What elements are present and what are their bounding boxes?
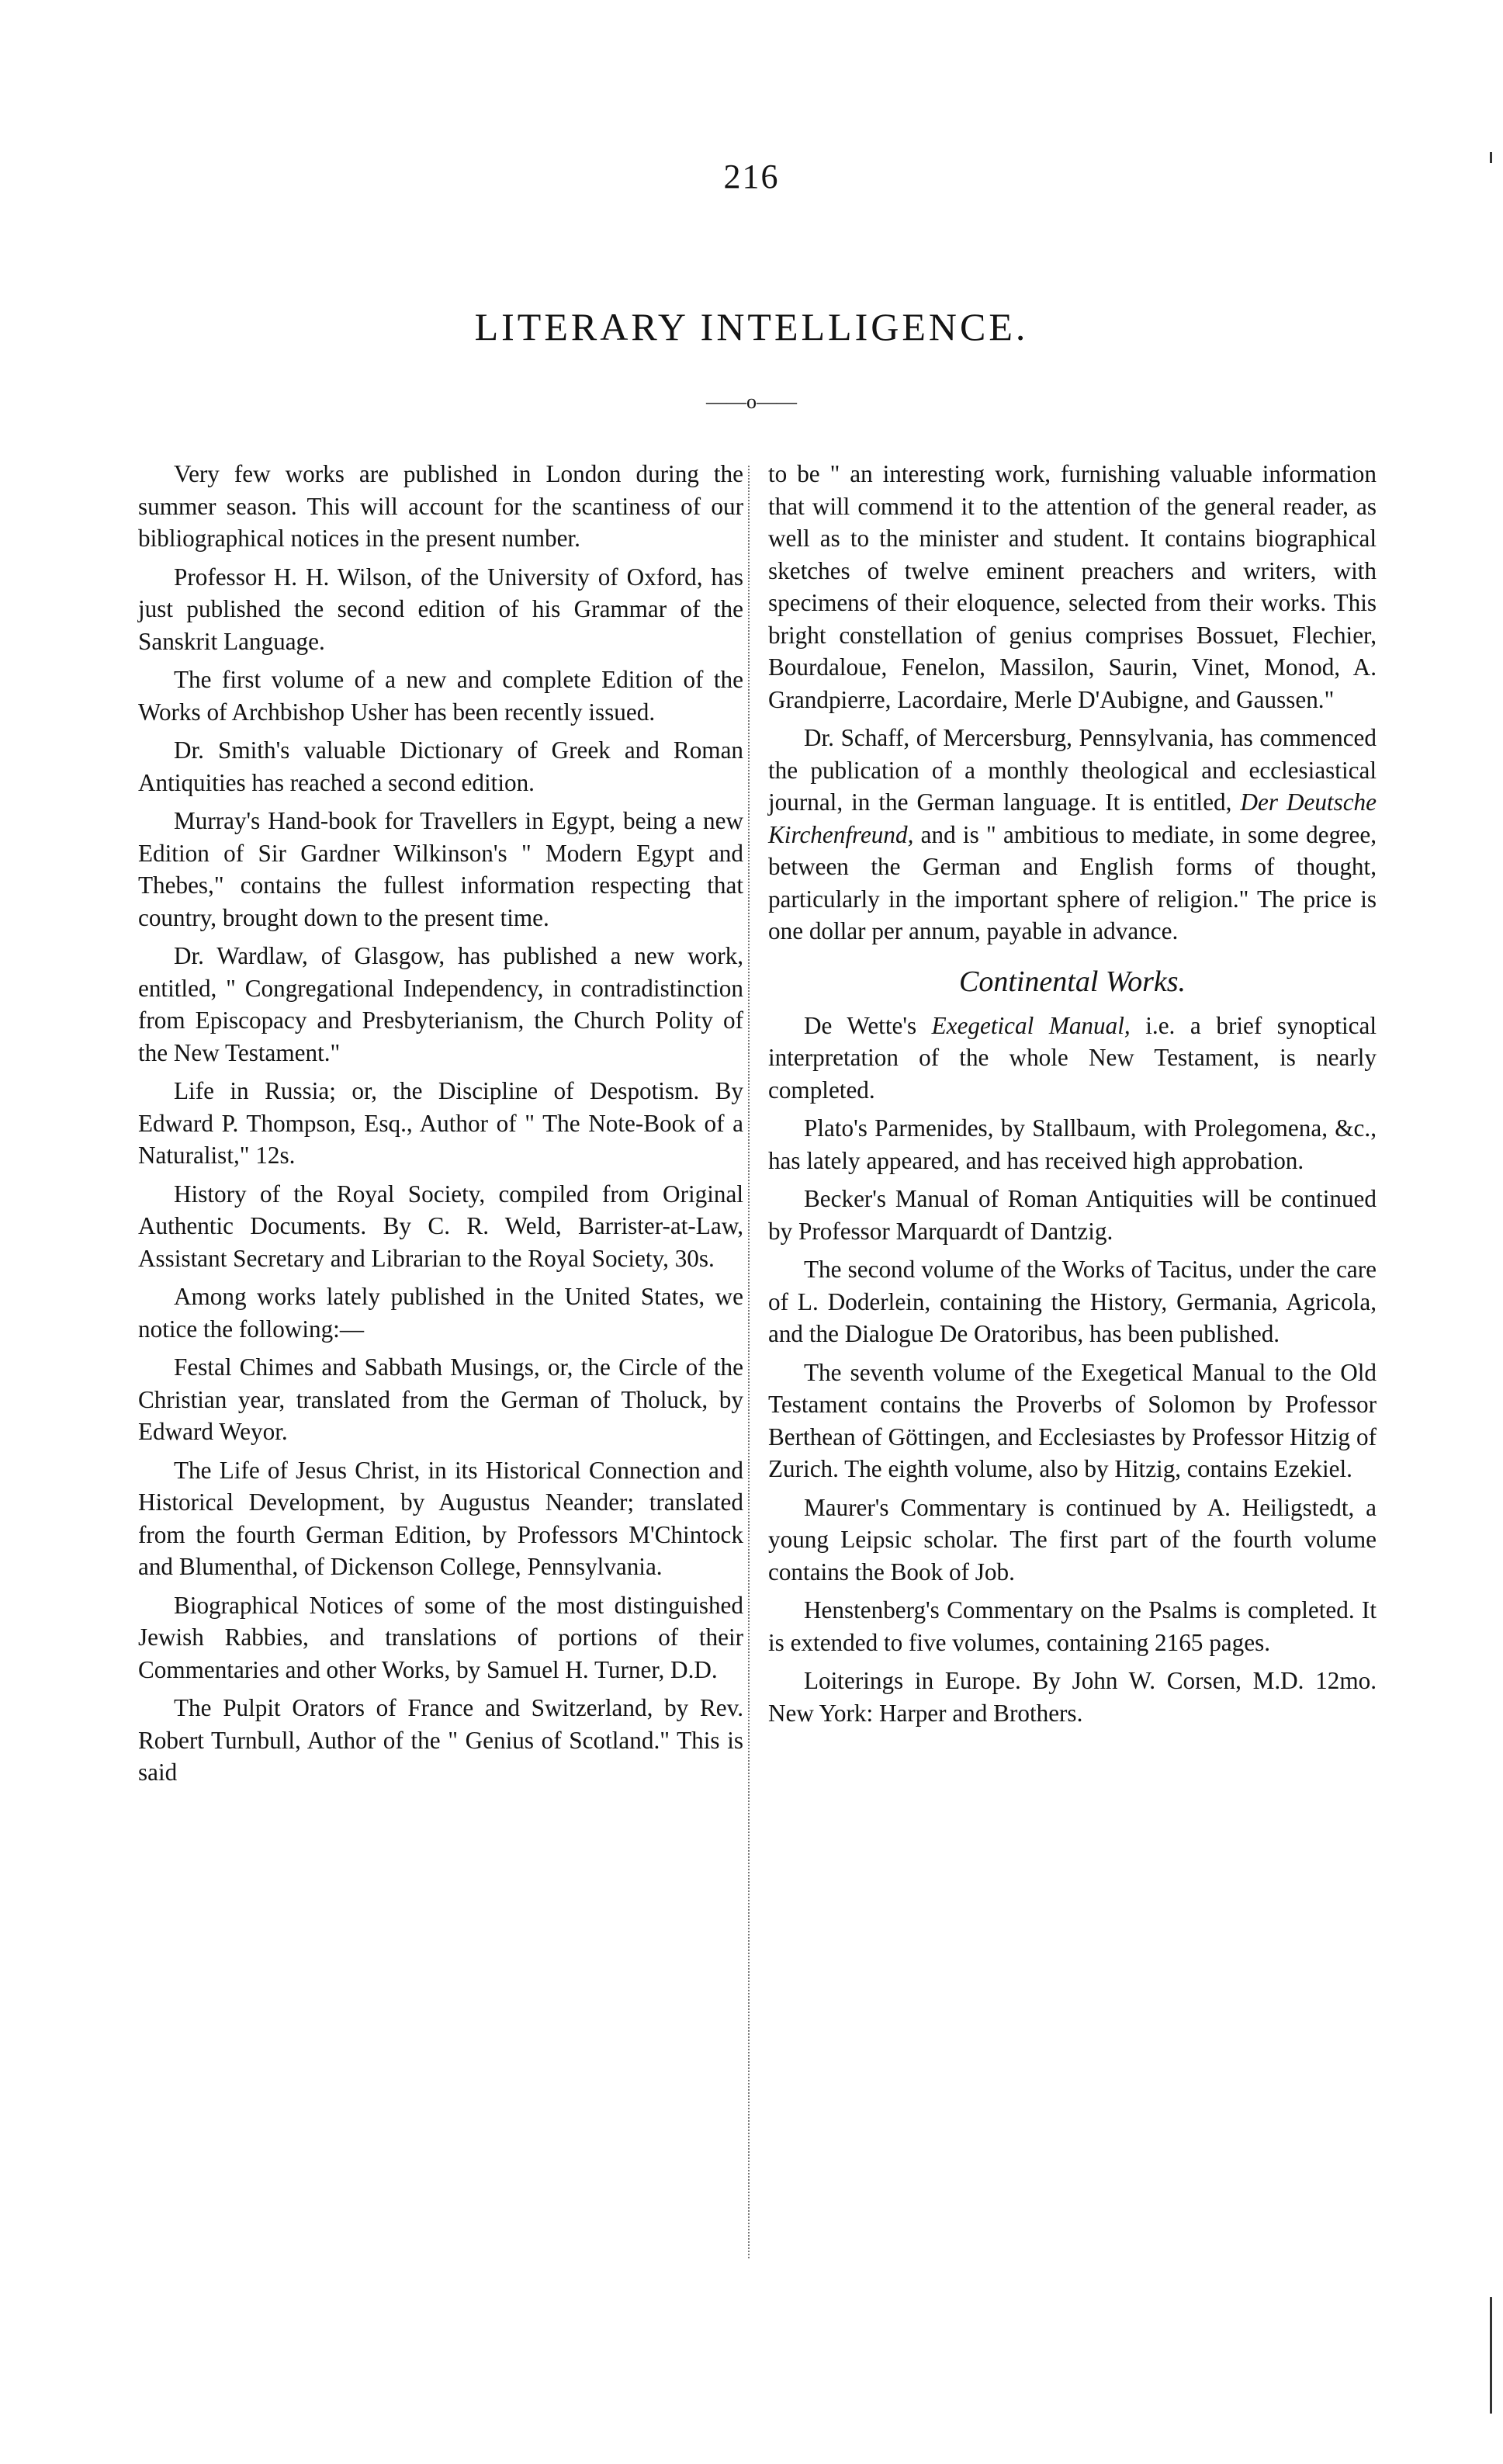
paragraph: Very few works are published in London during the summer season. This will account for the scantiness of our bibliographical notices in the present number. xyxy=(138,460,743,552)
paragraph: Dr. Wardlaw, of Glasgow, has published a new work, entitled, " Congregational Independency, in contradistinction from Episcopacy and Presbyterianism, the Church Polity of the New Testament." xyxy=(138,942,743,1066)
journal-title: Der Deutsche Kirchenfreund, xyxy=(768,788,1377,848)
paragraph: Becker's Manual of Roman Antiquities will be continued by Professor Marquardt of Dantzig. xyxy=(768,1185,1377,1245)
text-run: i.e. a brief synoptical interpretation of the whole New Testament, is nearly completed. xyxy=(768,1011,1377,1104)
paragraph-dewette xyxy=(768,1010,1377,1107)
right-column xyxy=(768,458,1377,1735)
paragraph: History of the Royal Society, compiled from Original Authentic Documents. By C. R. Weld, Barrister-at-Law, Assistant Secretary and Librarian to the Royal Society, 30s. xyxy=(138,1180,743,1272)
scan-edge-mark xyxy=(1490,2297,1492,2414)
paragraph: The second volume of the Works of Tacitus, under the care of L. Doderlein, containing the History, Germania, Agricola, and the Dialogue De Oratoribus, has been published. xyxy=(768,1256,1377,1347)
scan-edge-mark xyxy=(1490,152,1492,163)
column-divider xyxy=(748,466,750,2258)
paragraph: Plato's Parmenides, by Stallbaum, with Prolegomena, &c., has lately appeared, and has received high approbation. xyxy=(768,1114,1377,1174)
paragraph: Life in Russia; or, the Discipline of Despotism. By Edward P. Thompson, Esq., Author of " The Note-Book of a Naturalist," 12s. xyxy=(138,1077,743,1169)
text-run: De Wette's xyxy=(804,1011,932,1039)
paragraph: Loiterings in Europe. By John W. Corsen, M.D. 12mo. New York: Harper and Brothers. xyxy=(768,1667,1377,1727)
text-run: and is " ambitious to mediate, in some degree, between the German and English forms of thought, particularly in the important sphere of religion." The price is one dollar per annum, payable in advance. xyxy=(768,820,1377,944)
paragraph: Among works lately published in the United States, we notice the following:— xyxy=(138,1283,743,1343)
paragraph-continuation: to be " an interesting work, furnishing valuable information that will commend it to the attention of the general reader, as well as to the minister and student. It contains biographical sketches of twelve eminent preachers and writers, with specimens of their eloquence, selected from their works. This bright constellation of genius comprises Bossuet, Flechier, Bourdaloue, Fenelon, Massilon, Saurin, Vinet, Monod, A. Grandpierre, Lacordaire, Merle D'Aubigne, and Gaussen." xyxy=(768,460,1377,713)
paragraph: Maurer's Commentary is continued by A. Heiligstedt, a young Leipsic scholar. The first part of the fourth volume contains the Book of Job. xyxy=(768,1493,1377,1585)
title-ornament: ——o—— xyxy=(706,390,797,413)
paragraph-schaff xyxy=(768,722,1377,948)
paragraph: The Pulpit Orators of France and Switzerland, by Rev. Robert Turnbull, Author of the " Genius of Scotland." This is said xyxy=(138,1694,743,1786)
book-title: Exegetical Manual, xyxy=(931,1011,1131,1039)
text-run: Dr. Schaff, of Mercersburg, Pennsylvania, has commenced the publication of a monthly theological and ecclesiastical journal, in the German language. It is entitled, xyxy=(768,724,1377,816)
paragraph: Professor H. H. Wilson, of the University of Oxford, has just published the second edition of his Grammar of the Sanskrit Language. xyxy=(138,563,743,655)
paragraph: The seventh volume of the Exegetical Manual to the Old Testament contains the Proverbs of Solomon by Professor Berthean of Göttingen, and Ecclesiastes by Professor Hitzig of Zurich. The eighth volume, also by Hitzig, contains Ezekiel. xyxy=(768,1358,1377,1482)
page-number: 216 xyxy=(723,158,780,196)
paragraph: Dr. Smith's valuable Dictionary of Greek and Roman Antiquities has reached a second edition. xyxy=(138,736,743,796)
paragraph: Henstenberg's Commentary on the Psalms is completed. It is extended to five volumes, containing 2165 pages. xyxy=(768,1596,1377,1656)
paragraph: The first volume of a new and complete Edition of the Works of Archbishop Usher has been recently issued. xyxy=(138,666,743,726)
left-column xyxy=(138,458,743,1795)
paragraph: Murray's Hand-book for Travellers in Egypt, being a new Edition of Sir Gardner Wilkinson's " Modern Egypt and Thebes," contains the fullest information respecting that country, brought down to the present time. xyxy=(138,807,743,931)
paragraph: Festal Chimes and Sabbath Musings, or, the Circle of the Christian year, translated from the German of Tholuck, by Edward Weyor. xyxy=(138,1353,743,1445)
page-title: LITERARY INTELLIGENCE. xyxy=(474,305,1029,348)
section-heading: Continental Works. xyxy=(958,965,1186,998)
paragraph: Biographical Notices of some of the most distinguished Jewish Rabbies, and translations of portions of their Commentaries and other Works, by Samuel H. Turner, D.D. xyxy=(138,1591,743,1683)
paragraph: The Life of Jesus Christ, in its Historical Connection and Historical Development, by Augustus Neander; translated from the fourth German Edition, by Professors M'Chintock and Blumenthal, of Dickenson College, Pennsylvania. xyxy=(138,1456,743,1580)
